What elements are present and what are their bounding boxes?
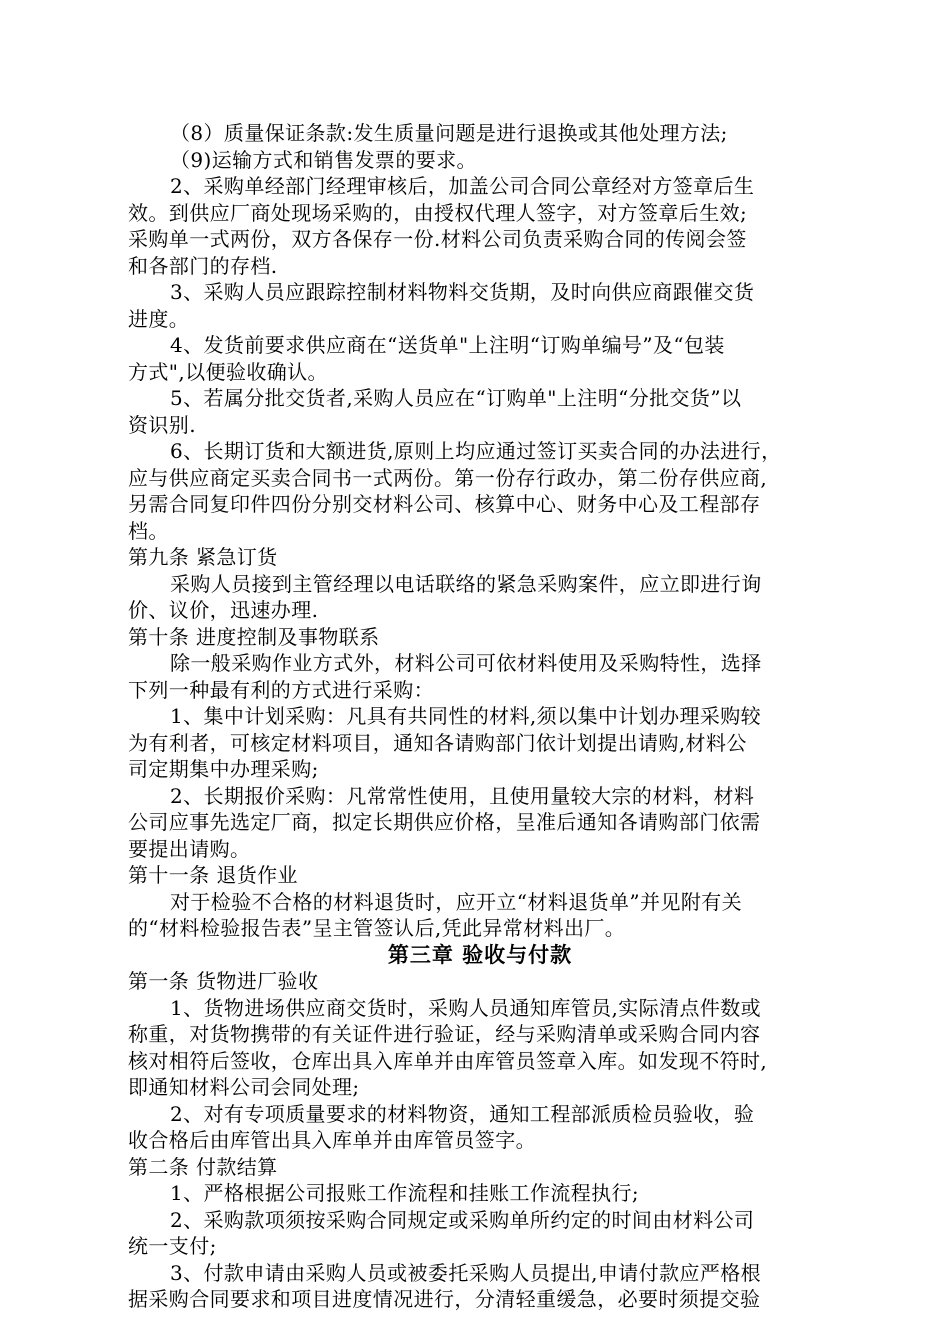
text-line: 第十条 进度控制及事物联系 bbox=[128, 624, 380, 649]
text-line: 3、采购人员应跟踪控制材料物料交货期，及时向供应商跟催交货 bbox=[170, 280, 755, 304]
text-line: 资识别. bbox=[128, 412, 196, 437]
text-line: 司定期集中办理采购; bbox=[128, 757, 319, 781]
text-line: 档。 bbox=[128, 518, 169, 543]
text-line: 第一条 货物进厂验收 bbox=[128, 969, 319, 993]
text-line: 据采购合同要求和项目进度情况进行，分清轻重缓急，必要时须提交验 bbox=[128, 1287, 761, 1311]
text-line: 统一支付; bbox=[128, 1234, 217, 1258]
text-line: 即通知材料公司会同处理; bbox=[128, 1075, 360, 1099]
text-line: 2、采购单经部门经理审核后，加盖公司合同公章经对方签章后生 bbox=[170, 174, 755, 198]
text-line: 第二条 付款结算 bbox=[128, 1154, 278, 1179]
text-line: 要提出请购。 bbox=[128, 836, 251, 861]
text-line: （9)运输方式和销售发票的要求。 bbox=[170, 147, 477, 172]
text-line: 核对相符后签收，仓库出具入库单并由库管员签章入库。如发现不符时, bbox=[128, 1048, 768, 1073]
text-line: 称重，对货物携带的有关证件进行验证，经与采购清单或采购合同内容 bbox=[128, 1022, 761, 1046]
text-line: 第十一条 退货作业 bbox=[128, 863, 298, 887]
text-line: 3、付款申请由采购人员或被委托采购人员提出,申请付款应严格根 bbox=[170, 1260, 762, 1285]
text-line: 应与供应商定买卖合同书一式两份。第一份存行政办，第二份存供应商, bbox=[128, 465, 768, 490]
text-line: 和各部门的存档. bbox=[128, 253, 278, 278]
text-line: 2、对有专项质量要求的材料物资，通知工程部派质检员验收，验 bbox=[170, 1101, 755, 1126]
text-line: （8）质量保证条款:发生质量问题是进行退换或其他处理方法; bbox=[170, 121, 728, 145]
text-line: 1、货物进场供应商交货时，采购人员通知库管员,实际清点件数或 bbox=[170, 995, 762, 1020]
text-line: 的“材料检验报告表”呈主管签认后,凭此异常材料出厂。 bbox=[128, 916, 626, 940]
chapter-heading: 第三章 验收与付款 bbox=[387, 941, 573, 967]
text-line: 另需合同复印件四份分别交材料公司、核算中心、财务中心及工程部存 bbox=[128, 492, 761, 516]
text-line: 5、若属分批交货者,采购人员应在“订购单"上注明“分批交货”以 bbox=[170, 386, 742, 410]
text-line: 6、长期订货和大额进货,原则上均应通过签订买卖合同的办法进行， bbox=[170, 439, 782, 463]
text-line: 采购单一式两份，双方各保存一份.材料公司负责采购合同的传阅会签 bbox=[128, 227, 747, 251]
text-line: 价、议价，迅速办理. bbox=[128, 598, 319, 622]
text-line: 2、长期报价采购：凡常常性使用，且使用量较大宗的材料，材料 bbox=[170, 783, 755, 808]
text-line: 1、集中计划采购：凡具有共同性的材料,须以集中计划办理采购较 bbox=[170, 704, 762, 728]
text-line: 采购人员接到主管经理以电话联络的紧急采购案件，应立即进行询 bbox=[170, 571, 762, 596]
text-line: 4、发货前要求供应商在“送货单"上注明“订购单编号”及“包装 bbox=[170, 333, 725, 357]
text-line: 公司应事先选定厂商，拟定长期供应价格，呈准后通知各请购部门依需 bbox=[128, 810, 761, 834]
text-line: 方式",以便验收确认。 bbox=[128, 359, 328, 384]
text-line: 2、采购款项须按采购合同规定或采购单所约定的时间由材料公司 bbox=[170, 1207, 755, 1232]
text-line: 第九条 紧急订货 bbox=[128, 545, 278, 569]
text-line: 除一般采购作业方式外，材料公司可依材料使用及采购特性，选择 bbox=[170, 651, 762, 675]
text-line: 1、严格根据公司报账工作流程和挂账工作流程执行; bbox=[170, 1181, 640, 1205]
text-line: 进度。 bbox=[128, 306, 190, 331]
text-line: 对于检验不合格的材料退货时，应开立“材料退货单”并见附有关 bbox=[170, 889, 743, 914]
text-line: 收合格后由库管出具入库单并由库管员签字。 bbox=[128, 1128, 536, 1152]
text-line: 下列一种最有利的方式进行采购： bbox=[128, 677, 434, 702]
text-line: 为有利者，可核定材料项目，通知各请购部门依计划提出请购,材料公 bbox=[128, 730, 747, 755]
text-line: 效。到供应厂商处现场采购的，由授权代理人签字，对方签章后生效; bbox=[128, 200, 748, 225]
